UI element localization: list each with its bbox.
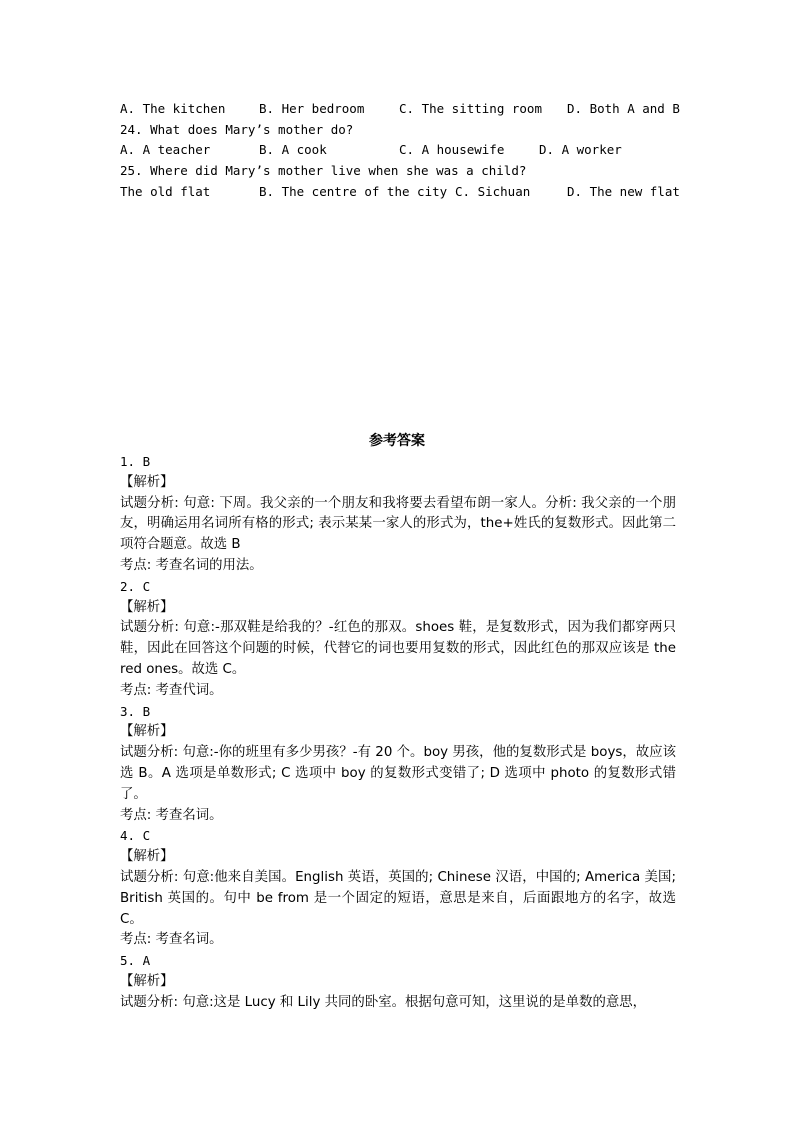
answer-number: 3. B [120,703,151,719]
exam-point: 考点: 考查名词的用法。 [120,557,263,573]
q24-option-d: D. A worker [539,142,622,157]
q23-option-a: A. The kitchen [120,101,226,116]
q24-option-c: C. A housewife [399,142,505,157]
analysis-tag: 【解析】 [120,724,174,740]
analysis-tag: 【解析】 [120,973,174,989]
analysis-tag: 【解析】 [120,474,174,490]
answer-number: 1. B [120,454,151,469]
analysis-text: 试题分析: 句意:-那双鞋是给我的？-红色的那双。shoes 鞋，是复数形式，因为我们都穿两只鞋，因此在回答这个问题的时候，代替它的词也要用复数的形式，因此红色的那双应该是 the red ones。故选 C。 [120,620,676,677]
analysis-text: 试题分析: 句意:他来自美国。English 英语，英国的; Chinese 汉语，中国的; America 美国; British 英国的。句中 be from 是一个固定的短语，意思是来自，后面跟地方的名字，故选 C。 [120,869,676,927]
q23-option-c: C. The sitting room [399,101,542,116]
analysis-tag: 【解析】 [120,849,174,865]
exam-point: 考点: 考查名词。 [120,932,223,948]
q25-option-d: D. The new flat [567,184,680,199]
exam-point: 考点: 考查名词。 [120,807,223,823]
answer-number: 2. C [120,578,151,594]
q24-option-b: B. A cook [259,142,327,157]
analysis-text: 试题分析: 句意:-你的班里有多少男孩？-有 20 个。boy 男孩，他的复数形式是 boys，故应该选 B。A 选项是单数形式; C 选项中 boy 的复数形式变错了; D 选项中 photo 的复数形式错了。 [120,745,676,802]
answer-key-body [120,452,676,1014]
q25-stem: 25. Where did Mary’s mother live when she was a child? [120,163,527,178]
q24-options [120,140,680,160]
answer-key-title: 参考答案 [369,433,425,449]
analysis-text: 试题分析: 句意: 下周。我父亲的一个朋友和我将要去看望布朗一家人。分析: 我父亲的一个朋友，明确运用名词所有格的形式; 表示某某一家人的形式为，the+姓氏的复数形式。因此第二项符合题意。故选 B [120,495,676,553]
q23-option-d: D. Both A and B [567,101,680,116]
q25-options [120,182,680,202]
exam-point: 考点: 考查代词。 [120,682,223,698]
q25-option-a: The old flat [120,184,211,199]
answer-number: 5. A [120,953,151,969]
analysis-tag: 【解析】 [120,599,174,615]
analysis-text: 试题分析: 句意:这是 Lucy 和 Lily 共同的卧室。根据句意可知，这里说的是单数的意思， [120,994,647,1010]
q23-option-b: B. Her bedroom [259,101,365,116]
q24-stem: 24. What does Mary’s mother do? [120,122,354,137]
answer-number: 4. C [120,828,151,844]
q25-option-b: B. The centre of the city [259,184,448,199]
q25-option-c: C. Sichuan [455,184,531,199]
q24-option-a: A. A teacher [120,142,211,157]
q23-options [120,99,680,119]
